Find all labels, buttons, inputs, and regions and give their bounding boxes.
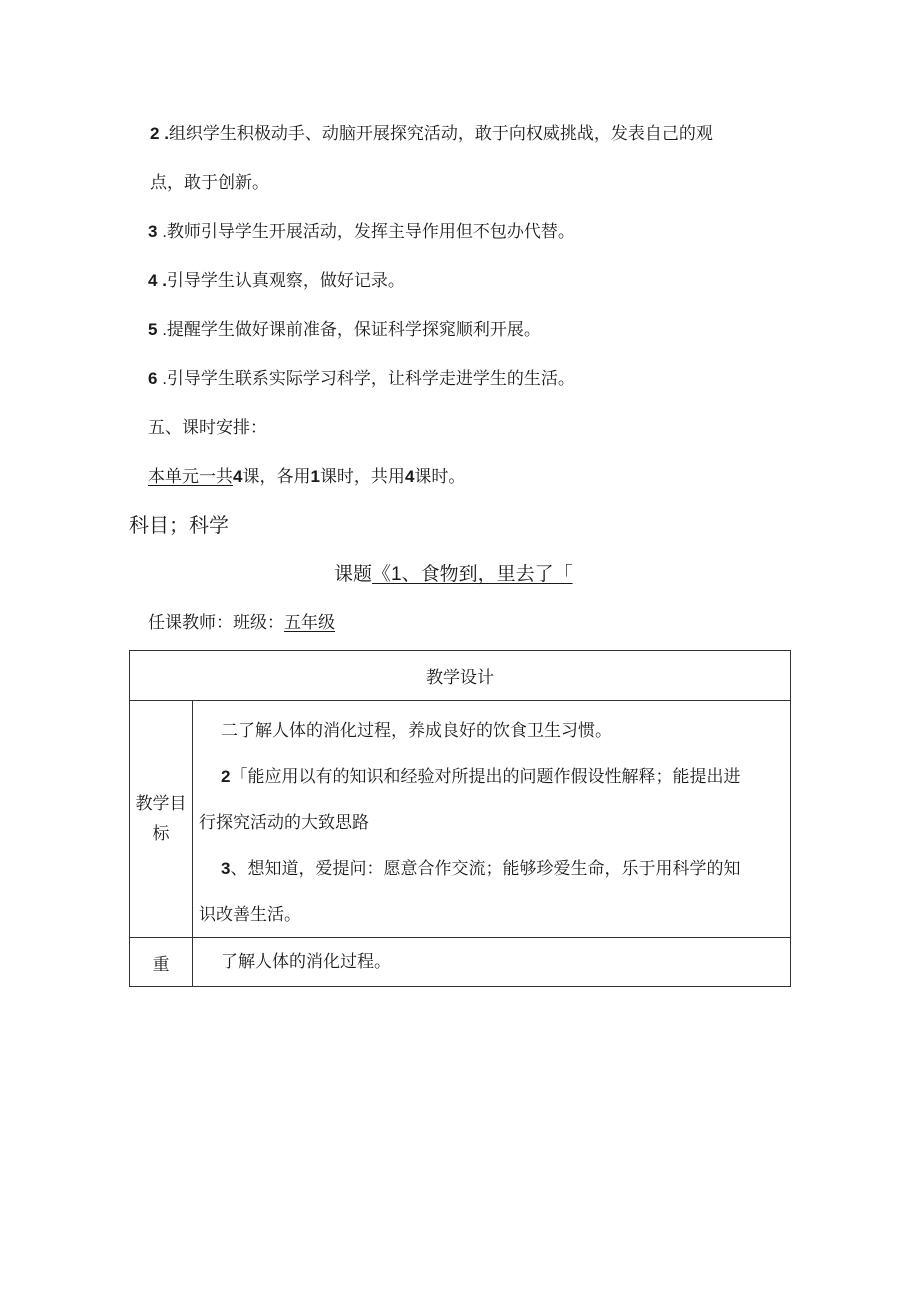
key-point-text: 了解人体的消化过程。: [221, 952, 391, 972]
list-item-6: [148, 367, 575, 391]
teacher-class-line: [148, 611, 335, 635]
text-segment: 课时，共用: [319, 467, 405, 487]
lesson-count: 4: [233, 467, 243, 486]
item-text: 引导学生联系实际学习科学，让科学走进学生的生活。: [166, 369, 575, 389]
lesson-title-prefix: 课题: [334, 564, 373, 585]
goals-content: [193, 701, 791, 938]
item-text: 提醒学生做好课前准备，保证科学探窕顺利开展。: [166, 320, 541, 340]
teaching-design-table: [129, 650, 791, 987]
table-header: 教学设计: [130, 651, 791, 701]
hours-per-lesson: 1: [310, 467, 320, 486]
list-item-4: [148, 269, 405, 293]
goal-3-continuation: 识改善生活。: [199, 905, 301, 925]
lesson-title: [334, 562, 573, 588]
item-text: 引导学生认真观察，做好记录。: [166, 271, 405, 291]
list-item-2: [150, 122, 713, 146]
text-segment: 课，各用: [242, 467, 311, 487]
list-item-5: [148, 318, 541, 342]
teacher-class-label: 任课教师：班级：: [148, 613, 284, 633]
item-separator: .: [159, 124, 169, 143]
item-number: 3: [148, 222, 158, 241]
item-number: 2: [150, 124, 160, 143]
item-separator: .: [157, 271, 167, 290]
list-item-2-continuation: 点，敢于创新。: [150, 173, 269, 193]
item-number: 4: [148, 271, 158, 290]
text-segment: 课时。: [414, 467, 466, 487]
unit-total-label: 本单元一共: [148, 467, 233, 487]
item-separator: .: [157, 222, 167, 241]
item-text: 教师引导学生开展活动，发挥主导作用但不包办代替。: [166, 222, 575, 242]
section-heading: 五、课时安排：: [148, 418, 267, 438]
subject-heading: 科目；科学: [129, 515, 229, 537]
item-number: 5: [148, 320, 158, 339]
goal-text: 二了解人体的消化过程，养成良好的饮食卫生习惯。: [221, 721, 612, 741]
goal-3: [199, 857, 784, 881]
goal-text: 、想知道，爱提问：愿意合作交流；能够珍爱生命，乐于用科学的知: [230, 859, 741, 879]
item-separator: .: [157, 320, 167, 339]
goal-number: 3: [221, 859, 231, 878]
class-hours-line: [148, 465, 465, 489]
item-separator: .: [157, 369, 167, 388]
key-point-label: 重: [130, 938, 193, 987]
lesson-title-name: 《1、食物到，里去了「: [372, 564, 573, 585]
total-hours: 4: [404, 467, 415, 486]
item-text: 组织学生积极动手、动脑开展探究活动，敢于向权威挑战，发表自己的观: [168, 124, 713, 144]
goal-text: 「能应用以有的知识和经验对所提出的问题作假设性解释；能提出进: [230, 767, 741, 787]
goal-2-continuation: 行探究活动的大致思路: [199, 813, 369, 833]
item-number: 6: [148, 369, 158, 388]
goal-number: 2: [221, 767, 231, 786]
goal-1: [199, 719, 784, 743]
goal-2: [199, 765, 784, 789]
list-item-3: [148, 220, 575, 244]
grade-value: 五年级: [284, 613, 335, 633]
goals-label: 教学目标: [130, 701, 193, 938]
key-point-content: [193, 938, 791, 987]
